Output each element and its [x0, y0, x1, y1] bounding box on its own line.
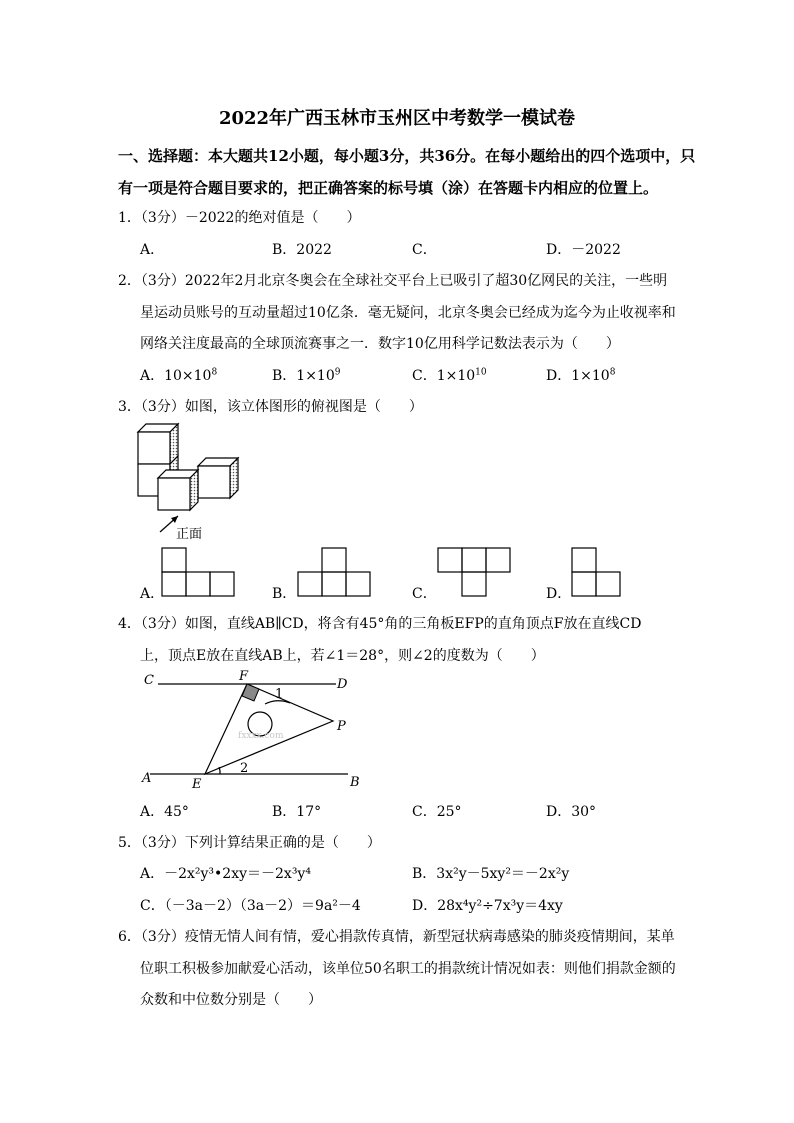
q4-label-f: F [239, 669, 249, 684]
q2-option-c: C．$1\times 10^{10}$ [412, 367, 487, 384]
q3-option-a-figure [160, 546, 240, 598]
q5-option-d: D．28x⁴y²÷7x³y＝4xy [412, 898, 563, 914]
q2-line1: 2．（3分）2022年2月北京冬奥会在全球社交平台上已吸引了超30亿网民的关注，一些明 [118, 273, 668, 289]
q4-line2: 上，顶点E放在直线AB上，若∠1＝28°，则∠2的度数为（ ） [140, 648, 545, 664]
q5-option-c: C．（－3a－2）（3a－2）＝9a²－4 [140, 898, 361, 914]
q3-front-label: 正面 [176, 527, 203, 542]
watermark: fxxxx.com [238, 731, 284, 741]
q6-line3: 众数和中位数分别是（ ） [140, 992, 322, 1008]
q4-option-c: C．25° [412, 804, 462, 820]
q4-angle-1: 1 [275, 687, 284, 702]
q3-option-b: B． [272, 586, 297, 602]
q3-solid-figure [130, 420, 250, 545]
q5-option-b: B．3x²y－5xy²＝－2x²y [412, 866, 570, 882]
q1-option-c: C． [412, 242, 437, 258]
page-title: 2022年广西玉林市玉州区中考数学一模试卷 [218, 108, 576, 129]
q3-stem: 3．（3分）如图，该立体图形的俯视图是（ ） [118, 399, 423, 415]
q3-option-d-figure [570, 546, 630, 598]
q2-line3: 网络关注度最高的全球顶流赛事之一．数字10亿用科学记数法表示为（ ） [140, 336, 620, 352]
q4-label-a: A [142, 771, 152, 786]
section-heading-line1: 一、选择题：本大题共12小题，每小题3分，共36分。在每小题给出的四个选项中，只 [118, 147, 696, 165]
q5-stem: 5．（3分）下列计算结果正确的是（ ） [118, 835, 381, 851]
q6-line2: 位职工积极参加献爱心活动，该单位50名职工的捐款统计情况如表：则他们捐款金额的 [140, 961, 676, 977]
q3-option-c: C． [412, 586, 437, 602]
q2-option-a: A．$10\times 10^8$ [140, 367, 218, 384]
q2-option-d: D．$1\times 10^8$ [546, 367, 616, 384]
section-heading-line2: 有一项是符合题目要求的，把正确答案的标号填（涂）在答题卡内相应的位置上。 [118, 179, 659, 197]
q4-option-d: D．30° [546, 804, 597, 820]
q3-option-b-figure [296, 546, 376, 598]
q4-label-c: C [144, 673, 154, 688]
q1-option-a: A． [140, 242, 165, 258]
q4-label-b: B [350, 775, 360, 790]
q4-label-d: D [337, 677, 348, 692]
q4-label-p: P [337, 719, 346, 734]
q6-line1: 6．（3分）疫情无情人间有情，爱心捐款传真情，新型冠状病毒感染的肺炎疫情期间，某单 [118, 929, 675, 945]
q3-option-d: D． [546, 586, 572, 602]
q5-option-a: A．－2x²y³•2xy＝－2x³y⁴ [140, 866, 311, 882]
q4-label-e: E [192, 777, 202, 792]
q4-geometry-figure [138, 668, 368, 798]
q4-angle-2: 2 [240, 761, 249, 776]
q4-option-b: B．17° [272, 804, 322, 820]
q1-stem: 1．（3分）－2022的绝对值是（ ） [118, 210, 361, 226]
q3-option-a: A． [140, 586, 165, 602]
q3-option-c-figure [436, 546, 516, 598]
q2-option-b: B．$1\times 10^9$ [272, 367, 341, 384]
q4-option-a: A．45° [140, 804, 189, 820]
q1-option-b: B．2022 [272, 242, 332, 258]
q2-line2: 星运动员账号的互动量超过10亿条．毫无疑问，北京冬奥会已经成为迄今为止收视率和 [140, 305, 676, 321]
q1-option-d: D．－2022 [546, 242, 621, 258]
q4-line1: 4．（3分）如图，直线AB∥CD，将含有45°角的三角板EFP的直角顶点F放在直线CD [118, 616, 642, 632]
